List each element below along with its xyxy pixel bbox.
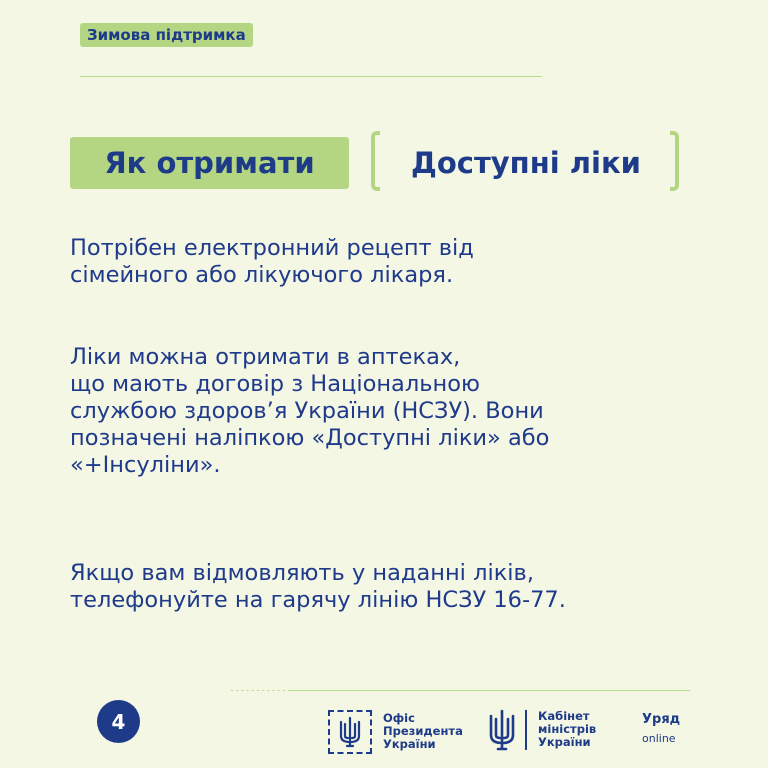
office-president-emblem [328, 710, 372, 754]
right-bracket [670, 131, 679, 191]
paragraph-pharmacies: Ліки можна отримати в аптеках, що мають договір з Національною службою здоров’я України (НСЗУ). Вони позначені наліпкою «Доступні ліки» або «+Інсуліни». [70, 344, 550, 478]
cabinet-trident-icon [487, 708, 517, 752]
paragraph-prescription: Потрібен електронний рецепт від сімейного або лікуючого лікаря. [70, 235, 474, 288]
section-tag: Зимова підтримка [80, 23, 253, 47]
cabinet-logo-text: Кабінет міністрів України [538, 709, 597, 749]
top-divider-dashed [440, 76, 542, 77]
bottom-divider [228, 690, 690, 691]
online-logo: online [642, 732, 676, 745]
paragraph-hotline: Якщо вам відмовляють у наданні ліків, телефонуйте на гарячу лінію НСЗУ 16-77. [70, 560, 566, 613]
bottom-divider-dashed [228, 690, 288, 691]
logo-separator [525, 710, 527, 750]
left-bracket [371, 131, 380, 191]
office-president-logo-text: Офіс Президента України [383, 711, 463, 751]
page-number: 4 [97, 700, 140, 743]
trident-icon [338, 716, 362, 748]
uryad-logo: Уряд [642, 712, 681, 727]
program-name: Доступні ліки [411, 146, 641, 180]
how-to-get-label: Як отримати [70, 137, 349, 189]
